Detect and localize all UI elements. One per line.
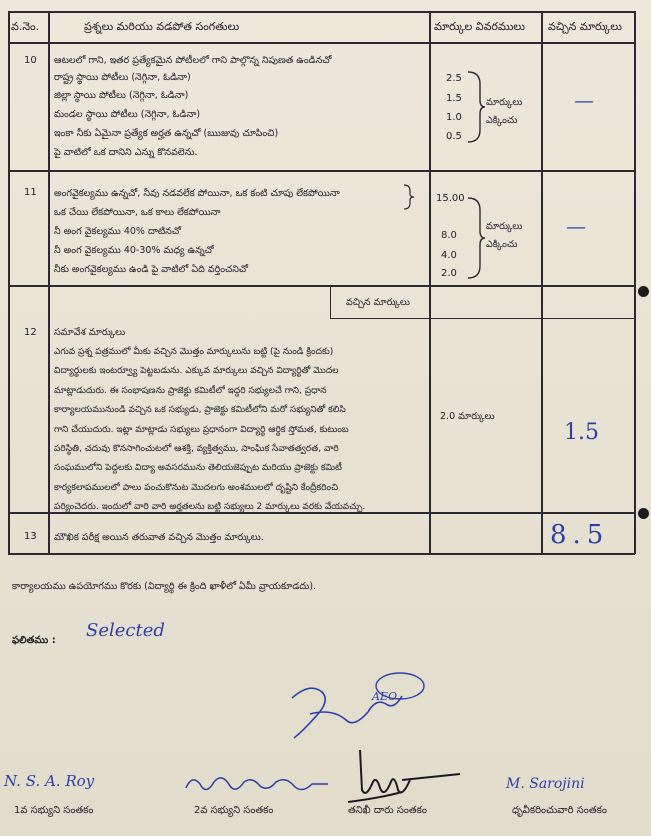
row10-line-4: మండల స్థాయి పోటీలు (నెగ్గినా, ఓడినా) <box>54 109 201 120</box>
row13-number: 13 <box>24 531 37 542</box>
signature-label-1: 1వ సభ్యుని సంతకం <box>14 805 94 816</box>
row11-small-brace <box>402 184 416 210</box>
row12-para-line: కార్యకలాపములలో పాలు పంచుకొనుట మొదలగు అంశములలో దృష్టిని కేంద్రీకరించి <box>54 482 339 493</box>
row12-paragraph <box>54 343 426 518</box>
header-col-marks-obtained: వచ్చిన మార్కులు <box>548 20 622 33</box>
punch-hole-bottom <box>638 508 649 519</box>
row10-line-3: జిల్లా స్థాయి పోటీలు (నెగ్గినా, ఓడినా) <box>54 90 189 101</box>
row11-marks-note-2: ఎక్కించు <box>486 239 518 250</box>
row10-brace <box>466 70 486 144</box>
row10-number: 10 <box>24 55 37 66</box>
row12-subheader-vline <box>330 286 331 318</box>
col-divider-questions <box>429 11 431 554</box>
row11-marks-note-1: మార్కులు <box>486 221 523 232</box>
row12-para-line: పరిస్థితి, చదువు కొనసాగించుటలో ఆశక్తి, వ్యక్తిత్వము, సాంఘిక సేవాతత్వరత, వారి <box>54 444 339 455</box>
office-note: కార్యాలయము ఉపయోగము కొరకు (విద్యార్థి ఈ క్రింది ఖాళీలో ఏమీ వ్రాయకూడదు). <box>12 581 317 592</box>
signature-label-3: తనిఖీ దారు సంతకం <box>348 805 427 816</box>
col-divider-left <box>8 11 10 554</box>
row12-para-line: సంఘములోని పెద్దలకు విద్యా అవసరమును తెలియజెప్పుట మరియు ప్రాజెక్టు కమిటీ <box>54 463 342 474</box>
row11-line-3: నీ అంగ వైకల్యము 40% దాటినచో <box>54 226 181 237</box>
row10-line-2: రాష్ట్ర స్థాయి పోటీలు (నెగ్గినా, ఓడినా) <box>54 72 191 83</box>
row13-text: మౌఖిక పరీక్ష అయిన తరువాత వచ్చిన మొత్తం మార్కులు. <box>54 532 264 543</box>
row11-obtained: — <box>566 214 586 238</box>
header-col-questions: ప్రశ్నలు మరియు వడపోత సంగతులు <box>84 20 240 33</box>
row10-mark-4: 0.5 <box>446 131 462 142</box>
row12-para-line: కార్యాలయమునుండి వచ్చిన ఒక సభ్యుడు, ప్రాజెక్టు కమిటీలోని మరో సభ్యునితో కలిసి <box>54 405 346 416</box>
header-col-marks-detail: మార్కుల వివరములు <box>434 20 525 33</box>
row10-marks-note-1: మార్కులు <box>486 97 523 108</box>
row12-para-line: మాట్లాడుదురు. ఈ సంభాషణను ప్రాజెక్టు కమిటీలో ఇద్దరి సభ్యులచే గాని, ప్రధాన <box>54 385 327 396</box>
row11-line-4: నీ అంగ వైకల్యము 40-30% మధ్య ఉన్నచో <box>54 245 214 256</box>
row12-para-line: పర్యించెదరు. ఇందులో వారి వారి అర్హతలను బట్టి సభ్యులు 2 మార్కులు వరకు వేయవచ్చు. <box>54 502 366 513</box>
row11-line-5: నీకు అంగవైకల్యము ఉండి పై వాటిలో ఏది వర్తించనిచో <box>54 264 249 275</box>
row13-obtained: 8.5 <box>550 520 610 550</box>
row12-subheader: వచ్చిన మార్కులు <box>346 297 410 308</box>
col-divider-no <box>48 11 50 554</box>
aeo-signature: AEO <box>372 690 397 703</box>
punch-hole-top <box>638 286 649 297</box>
signature-label-4: ధృవీకరించువారి సంతకం <box>512 805 607 816</box>
signature-label-2: 2వ సభ్యుని సంతకం <box>194 805 274 816</box>
result-value: Selected <box>86 620 165 641</box>
row11-mark-1: 15.00 <box>436 193 465 204</box>
row10-obtained: — <box>574 88 594 112</box>
row12-obtained: 1.5 <box>564 420 599 445</box>
signature-1-handwritten: N. S. A. Roy <box>4 772 95 790</box>
row12-para-line: విద్యార్థులకు ఇంటర్వ్యూ పెట్టబడును. ఎక్కువ మార్కులు వచ్చిన విద్యార్థితో మొదల <box>54 366 339 377</box>
row10-mark-2: 1.5 <box>446 93 462 104</box>
row11-mark-4: 2.0 <box>441 268 457 279</box>
row10-marks-note-2: ఎక్కించు <box>486 115 518 126</box>
row12-subheader-divider <box>330 318 635 319</box>
row11-mark-3: 4.0 <box>441 250 457 261</box>
row12-para-line: గాని చేయుదురు. ఇట్లా మాట్లాడు సభ్యులు ప్రధానంగా విద్యార్థి ఆర్థిక స్తోమత, కుటుంబ <box>54 424 349 435</box>
result-label: ఫలితము : <box>12 635 56 646</box>
row11-brace <box>466 196 486 280</box>
signature-3-scribble <box>340 740 470 810</box>
col-divider-right <box>634 11 636 554</box>
row11-mark-2: 8.0 <box>441 230 457 241</box>
row12-para-line: ఎగువ ప్రశ్న పత్రములో మీకు వచ్చిన మొత్తం మార్కులును బట్టి (పై నుండి క్రిందకు) <box>54 347 334 357</box>
row10-mark-1: 2.5 <box>446 73 462 84</box>
row11-number: 11 <box>24 187 37 198</box>
aeo-signature-scribble <box>280 668 430 748</box>
signature-4-handwritten: M. Sarojini <box>506 776 585 792</box>
row11-line-1: అంగవైకల్యము ఉన్నచో, నీవు నడవలేక పోయినా, ఒక కంటి చూపు లేకపోయినా <box>54 188 340 199</box>
row12-marks: 2.0 మార్కులు <box>440 411 495 422</box>
row10-mark-3: 1.0 <box>446 112 462 123</box>
row11-line-2: ఒక చేయి లేకపోయినా, ఒక కాలు లేకపోయినా <box>54 207 221 218</box>
col-divider-marks <box>541 11 543 554</box>
signature-2-scribble <box>182 770 332 800</box>
row10-line-5: ఇంకా నీకు ఏమైనా ప్రత్యేక అర్హత ఉన్నచో (ఋజువు చూపించి) <box>54 128 279 139</box>
row12-title: సమావేశ మార్కులు <box>54 327 126 338</box>
row10-line-6: పై వాటిలో ఒక దానిని ఎన్ను కొనవలెను. <box>54 147 198 158</box>
row12-number: 12 <box>24 327 37 338</box>
row10-line-1: ఆటలలో గాని, ఇతర ప్రత్యేకమైన పోటీలలో గాని పాల్గొన్న నిపుణత ఉండినచో <box>54 55 332 66</box>
header-col-no: వ.నెం. <box>11 20 40 33</box>
